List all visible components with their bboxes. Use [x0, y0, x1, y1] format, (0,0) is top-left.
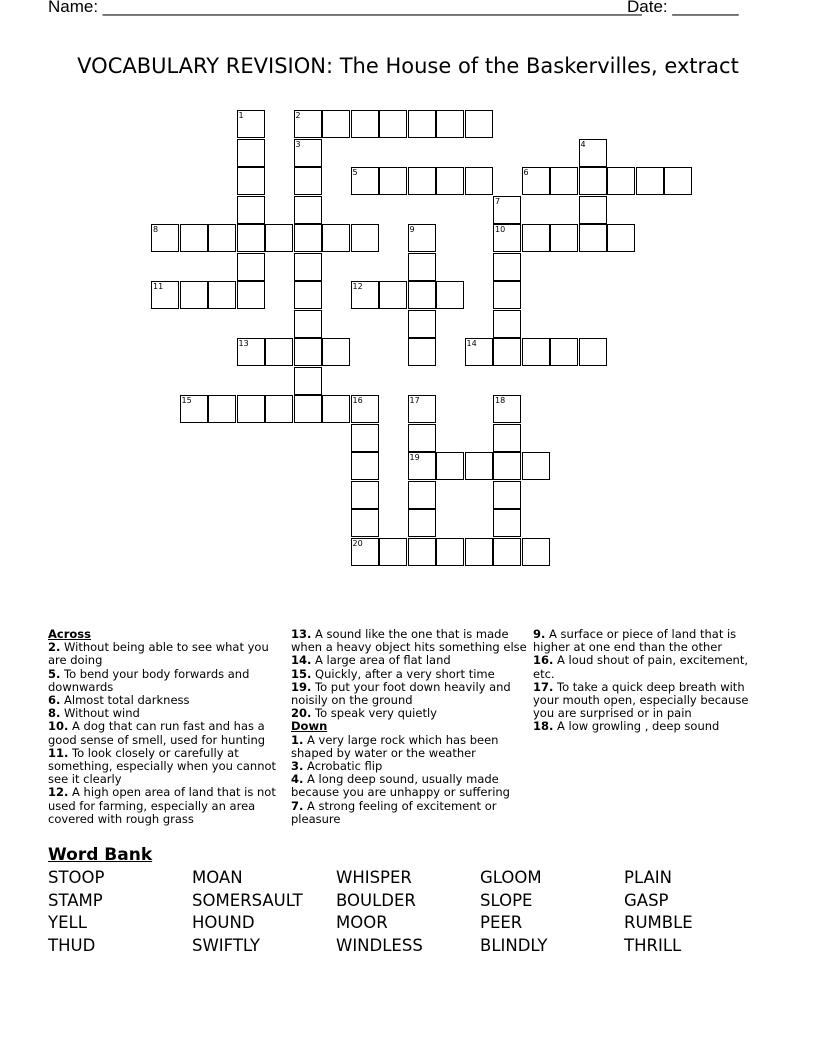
word-bank-word: THRILL	[624, 935, 682, 955]
crossword-cell[interactable]	[664, 167, 692, 195]
crossword-cell[interactable]	[436, 452, 464, 480]
word-bank-word: HOUND	[192, 913, 255, 933]
clue-down-17: 17. To take a quick deep breath with your mouth open, especially because you are surprised or in pain	[533, 679, 749, 721]
crossword-cell[interactable]	[351, 452, 379, 480]
cell-number: 7	[495, 196, 501, 206]
crossword-cell[interactable]	[522, 167, 550, 195]
word-bank-word: MOAN	[192, 868, 243, 887]
clue-across-15: 15. Quickly, after a very short time	[291, 666, 495, 681]
cell-number: 19	[409, 453, 420, 462]
crossword-cell[interactable]	[408, 481, 436, 509]
crossword-cell[interactable]	[493, 452, 521, 480]
clue-down-3: 3. Acrobatic flip	[291, 759, 383, 774]
cell-number: 4	[580, 139, 586, 149]
word-bank-word: STOOP	[48, 868, 105, 887]
crossword-cell[interactable]	[351, 538, 379, 566]
crossword-cell[interactable]	[493, 310, 521, 338]
crossword-cell[interactable]	[408, 167, 436, 195]
crossword-cell[interactable]	[294, 167, 322, 195]
crossword-cell[interactable]	[408, 452, 436, 480]
word-bank-word: SLOPE	[480, 890, 533, 910]
crossword-cell[interactable]	[351, 281, 379, 309]
crossword-cell[interactable]	[351, 509, 379, 537]
clue-across-13: 13. A sound like the one that is made when a heavy object hits something else	[291, 627, 527, 655]
crossword-cell[interactable]	[379, 538, 407, 566]
clue-across-20: 20. To speak very quietly	[291, 706, 437, 721]
crossword-cell[interactable]	[351, 424, 379, 452]
crossword-cell[interactable]	[607, 224, 635, 252]
cell-number: 2	[295, 111, 301, 120]
word-bank-word: BLINDLY	[480, 935, 548, 955]
crossword-cell[interactable]	[322, 395, 350, 423]
crossword-cell[interactable]	[636, 167, 664, 195]
crossword-cell[interactable]	[294, 310, 322, 338]
crossword-cell[interactable]	[408, 310, 436, 338]
crossword-cell[interactable]	[465, 110, 493, 138]
cell-number: 6	[523, 168, 529, 177]
crossword-cell[interactable]	[493, 281, 521, 309]
word-bank-word: PEER	[480, 913, 523, 933]
crossword-cell[interactable]	[322, 224, 350, 252]
cell-number: 15	[181, 396, 192, 405]
cell-number: 13	[238, 339, 249, 348]
clue-down-4: 4. A long deep sound, usually made because you are unhappy or suffering	[291, 772, 510, 800]
word-bank-column-2	[192, 867, 303, 957]
crossword-cell[interactable]	[237, 338, 265, 366]
word-bank-title: Word Bank	[48, 845, 153, 865]
cell-number: 3	[295, 139, 301, 149]
word-bank-column-4	[480, 867, 548, 957]
clue-across-6: 6. Almost total darkness	[48, 693, 190, 708]
crossword-cell[interactable]	[379, 110, 407, 138]
crossword-cell[interactable]	[522, 452, 550, 480]
crossword-cell[interactable]	[436, 167, 464, 195]
crossword-cell[interactable]	[579, 338, 607, 366]
crossword-cell[interactable]	[493, 253, 521, 281]
cell-number: 17	[409, 396, 420, 405]
crossword-cell[interactable]	[351, 110, 379, 138]
crossword-cell[interactable]	[294, 196, 322, 224]
crossword-cell[interactable]	[351, 167, 379, 195]
cell-number: 1	[238, 111, 244, 120]
header	[0, 0, 816, 24]
crossword-cell[interactable]	[294, 367, 322, 395]
crossword-cell[interactable]	[408, 424, 436, 452]
crossword-cell[interactable]	[579, 196, 607, 224]
word-bank-word: WINDLESS	[336, 935, 423, 955]
crossword-cell[interactable]	[436, 281, 464, 309]
word-bank-word: PLAIN	[624, 868, 673, 887]
clue-across-19: 19. To put your foot down heavily and noisily on the ground	[291, 679, 511, 708]
crossword-cell[interactable]	[237, 253, 265, 281]
crossword-cell[interactable]	[237, 395, 265, 423]
crossword-cell[interactable]	[379, 281, 407, 309]
cell-number: 18	[495, 396, 506, 405]
crossword-cell[interactable]	[180, 224, 208, 252]
crossword-cell[interactable]	[294, 338, 322, 366]
date-field[interactable]: Date: _______	[627, 0, 739, 16]
crossword-cell[interactable]	[237, 196, 265, 224]
word-bank-word: BOULDER	[336, 890, 416, 910]
clue-across-8: 8. Without wind	[48, 706, 140, 721]
crossword-cell[interactable]	[208, 395, 236, 423]
clue-down-16: 16. A loud shout of pain, excitement, etc.	[533, 653, 748, 681]
crossword-cell[interactable]	[237, 167, 265, 195]
clues-column-2	[291, 628, 527, 826]
crossword-cell[interactable]	[294, 395, 322, 423]
crossword-cell[interactable]	[493, 481, 521, 509]
word-bank-column-3	[336, 867, 423, 957]
cell-number: 16	[352, 396, 363, 405]
clue-across-5: 5. To bend your body forwards and downwards	[48, 666, 250, 694]
crossword-cell[interactable]	[237, 110, 265, 138]
crossword-cell[interactable]	[294, 139, 322, 167]
crossword-cell[interactable]	[465, 452, 493, 480]
crossword-cell[interactable]	[436, 110, 464, 138]
crossword-cell[interactable]	[151, 281, 179, 309]
word-bank-word: SWIFTLY	[192, 935, 261, 955]
crossword-cell[interactable]	[408, 110, 436, 138]
word-bank-column-5	[624, 867, 693, 957]
word-bank-word: MOOR	[336, 913, 388, 933]
page-title: VOCABULARY REVISION: The House of the Baskervilles, extract	[77, 54, 739, 78]
crossword-cell[interactable]	[408, 224, 436, 252]
crossword-cell[interactable]	[493, 424, 521, 452]
crossword-cell[interactable]	[237, 139, 265, 167]
word-bank-word: GASP	[624, 890, 669, 910]
crossword-cell[interactable]	[465, 538, 493, 566]
crossword-cell[interactable]	[408, 509, 436, 537]
clue-down-1: 1. A very large rock which has been shaped by water or the weather	[291, 732, 499, 760]
crossword-cell[interactable]	[408, 538, 436, 566]
crossword-cell[interactable]	[493, 224, 521, 252]
cell-number: 11	[153, 282, 164, 291]
crossword-cell[interactable]	[151, 224, 179, 252]
clue-down-9: 9. A surface or piece of land that is higher at one end than the other	[533, 627, 737, 655]
crossword-cell[interactable]	[579, 224, 607, 252]
crossword-cell[interactable]	[408, 253, 436, 281]
crossword-cell[interactable]	[180, 395, 208, 423]
crossword-cell[interactable]	[322, 110, 350, 138]
crossword-cell[interactable]	[237, 281, 265, 309]
cell-number: 8	[153, 225, 159, 234]
crossword-cell[interactable]	[351, 395, 379, 423]
clue-across-14: 14. A large area of flat land	[291, 653, 451, 668]
clues-column-3	[533, 628, 773, 734]
crossword-cell[interactable]	[493, 395, 521, 423]
crossword-cell[interactable]	[351, 481, 379, 509]
cell-number: 5	[352, 168, 358, 177]
crossword-cell[interactable]	[265, 224, 293, 252]
crossword-cell[interactable]	[522, 338, 550, 366]
crossword-cell[interactable]	[237, 224, 265, 252]
word-bank-word: THUD	[48, 935, 96, 955]
crossword-cell[interactable]	[465, 338, 493, 366]
crossword-cell[interactable]	[408, 395, 436, 423]
clue-across-10: 10. A dog that can run fast and has a good sense of smell, used for hunting	[48, 719, 266, 747]
crossword-cell[interactable]	[550, 338, 578, 366]
crossword-cell[interactable]	[550, 167, 578, 195]
crossword-cell[interactable]	[493, 538, 521, 566]
crossword-cell[interactable]	[351, 224, 379, 252]
crossword-cell[interactable]	[579, 139, 607, 167]
down-heading: Down	[291, 719, 328, 734]
cell-number: 20	[352, 538, 363, 548]
clue-across-2: 2. Without being able to see what you are doing	[48, 640, 269, 668]
crossword-cell[interactable]	[408, 338, 436, 366]
crossword-cell[interactable]	[294, 224, 322, 252]
crossword-cell[interactable]	[265, 395, 293, 423]
crossword-cell[interactable]	[493, 509, 521, 537]
crossword-cell[interactable]	[208, 281, 236, 309]
crossword-cell[interactable]	[607, 167, 635, 195]
crossword-cell[interactable]	[579, 167, 607, 195]
crossword-cell[interactable]	[493, 338, 521, 366]
crossword-cell[interactable]	[294, 281, 322, 309]
crossword-cell[interactable]	[493, 196, 521, 224]
word-bank-word: WHISPER	[336, 868, 412, 887]
crossword-cell[interactable]	[408, 281, 436, 309]
crossword-cell[interactable]	[465, 167, 493, 195]
cell-number: 10	[495, 225, 506, 234]
word-bank-column-1	[48, 867, 104, 957]
crossword-cell[interactable]	[180, 281, 208, 309]
clue-down-18: 18. A low growling , deep sound	[533, 719, 720, 734]
cell-number: 14	[466, 339, 477, 348]
word-bank-word: STAMP	[48, 890, 103, 910]
crossword-cell[interactable]	[294, 110, 322, 138]
across-heading: Across	[48, 627, 91, 641]
crossword-cell[interactable]	[550, 224, 578, 252]
crossword-cell[interactable]	[436, 538, 464, 566]
crossword-cell[interactable]	[208, 224, 236, 252]
crossword-cell[interactable]	[379, 167, 407, 195]
word-bank-word: RUMBLE	[624, 913, 693, 933]
clue-across-12: 12. A high open area of land that is not used for farming, especially an area covered with rough grass	[48, 785, 276, 826]
cell-number: 12	[352, 282, 363, 291]
clue-down-7: 7. A strong feeling of excitement or pleasure	[291, 798, 497, 826]
word-bank-word: GLOOM	[480, 868, 542, 887]
clues-column-1	[48, 628, 278, 826]
word-bank-word: SOMERSAULT	[192, 890, 303, 910]
crossword-cell[interactable]	[522, 224, 550, 252]
crossword-cell[interactable]	[294, 253, 322, 281]
crossword-cell[interactable]	[322, 338, 350, 366]
name-field[interactable]: Name: _________________________________________________________	[48, 0, 642, 16]
crossword-cell[interactable]	[522, 538, 550, 566]
word-bank-word: YELL	[48, 913, 87, 933]
crossword-cell[interactable]	[265, 338, 293, 366]
cell-number: 9	[409, 225, 415, 234]
clue-across-11: 11. To look closely or carefully at something, especially when you cannot see it clearly	[48, 745, 277, 787]
